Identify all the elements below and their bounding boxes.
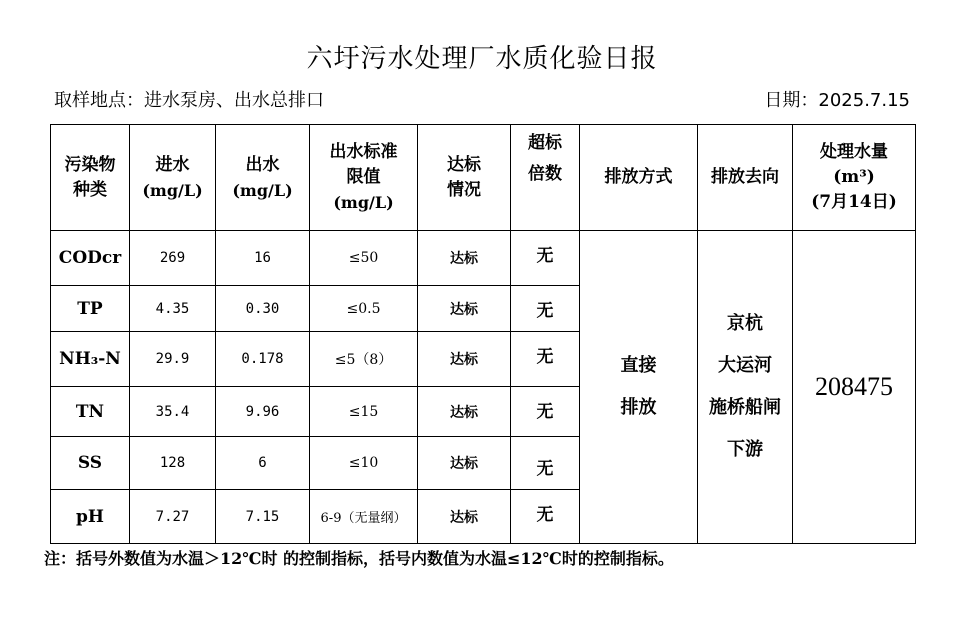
effluent-value: 0.30	[216, 286, 310, 332]
header-effluent: 出水 (mg/L)	[216, 125, 310, 231]
limit-value: ≤15	[310, 387, 418, 437]
effluent-value: 6	[216, 437, 310, 490]
discharge-method-cell: 直接 排放	[580, 231, 698, 544]
limit-value: ≤50	[310, 231, 418, 286]
compliance-status: 达标	[418, 231, 511, 286]
limit-value: 6-9（无量纲）	[310, 490, 418, 544]
influent-value: 29.9	[130, 332, 216, 387]
limit-value: ≤10	[310, 437, 418, 490]
pollutant-name: NH₃-N	[51, 332, 130, 387]
influent-value: 269	[130, 231, 216, 286]
exceed-value: 无	[511, 490, 580, 544]
exceed-value: 无	[511, 286, 580, 332]
header-pollutant: 污染物 种类	[51, 125, 130, 231]
header-compliance: 达标 情况	[418, 125, 511, 231]
limit-value: ≤0.5	[310, 286, 418, 332]
header-discharge-method: 排放方式	[580, 125, 698, 231]
compliance-status: 达标	[418, 437, 511, 490]
header-volume: 处理水量 (m³) (7月14日)	[793, 125, 916, 231]
effluent-value: 16	[216, 231, 310, 286]
compliance-status: 达标	[418, 286, 511, 332]
report-title: 六圩污水处理厂水质化验日报	[306, 44, 658, 74]
footnote: 注：括号外数值为水温＞12℃时 的控制指标，括号内数值为水温≤12℃时的控制指标。	[44, 549, 674, 568]
treated-volume: 208475	[793, 231, 916, 544]
compliance-status: 达标	[418, 387, 511, 437]
effluent-value: 7.15	[216, 490, 310, 544]
pollutant-name: pH	[51, 490, 130, 544]
header-limit: 出水标准 限值 (mg/L)	[310, 125, 418, 231]
water-quality-table	[50, 124, 916, 544]
header-row	[51, 125, 916, 231]
influent-value: 4.35	[130, 286, 216, 332]
exceed-value: 无	[511, 387, 580, 437]
influent-value: 7.27	[130, 490, 216, 544]
influent-value: 35.4	[130, 387, 216, 437]
header-exceed: 超标 倍数	[511, 125, 580, 231]
influent-value: 128	[130, 437, 216, 490]
pollutant-name: TN	[51, 387, 130, 437]
sampling-location: 取样地点：进水泵房、出水总排口	[54, 90, 324, 111]
exceed-value: 无	[511, 231, 580, 286]
effluent-value: 9.96	[216, 387, 310, 437]
effluent-value: 0.178	[216, 332, 310, 387]
discharge-destination-cell: 京杭 大运河 施桥船闸 下游	[698, 231, 793, 544]
compliance-status: 达标	[418, 332, 511, 387]
table-row	[51, 231, 916, 286]
header-influent: 进水 (mg/L)	[130, 125, 216, 231]
pollutant-name: SS	[51, 437, 130, 490]
pollutant-name: TP	[51, 286, 130, 332]
exceed-value: 无	[511, 437, 580, 490]
header-discharge-dest: 排放去向	[698, 125, 793, 231]
pollutant-name: CODcr	[51, 231, 130, 286]
report-date: 日期：2025.7.15	[764, 90, 910, 111]
limit-value: ≤5（8）	[310, 332, 418, 387]
compliance-status: 达标	[418, 490, 511, 544]
exceed-value: 无	[511, 332, 580, 387]
